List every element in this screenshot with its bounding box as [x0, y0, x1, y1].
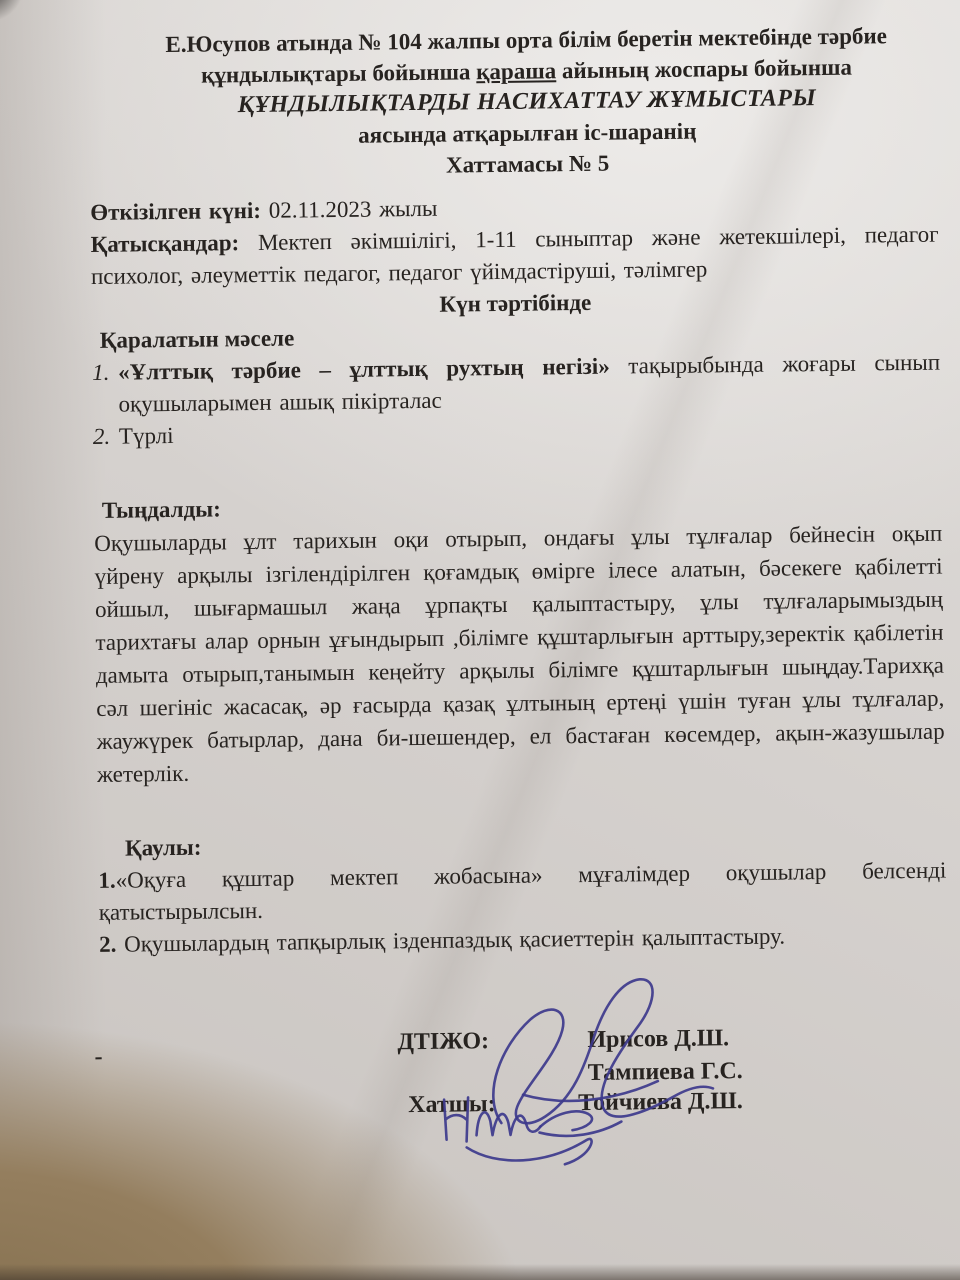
- issues-heading: Қаралатын мәселе: [99, 325, 295, 353]
- issue-item-1: [92, 347, 941, 421]
- listened-paragraph: Оқушыларды ұлт тарихын оқи отырып, ондағы ұлы тұлғалар бейнесін оқып үйрену арқылы ізгілендірілген қоғамдық өмірге ілесе алатын, бәсекеге қабілетті ойшыл, шығармашыл жаңа ұрпақты қалыптастыру, ұлы тұлғаларымыздың тарихтағы алар орнын ұғындырып ,білімге құштарлығын арттыру,зеректік қабілетін дамыта отырып,танымын кеңейту арқылы білімге құштарлығын шыңдау.Тарихқа сәл шегініс жасасақ, әр ғасырда қазақ ұлтының ертеңі үшін туған ұлы тұлғалар, жаужүрек батырлар, дана би-шешендер, ел бастаған көсемдер, ақын-жазушылар жетерлік.: [94, 520, 945, 787]
- issues-list: [92, 347, 941, 453]
- listened-heading: Тыңдалды:: [101, 496, 221, 523]
- decision-text: Оқушылардың тапқырлық ізденпаздық қасиеттерін қалыптастыру.: [116, 923, 786, 957]
- signature-name-irisov: Ирисов Д.Ш.: [587, 1025, 730, 1053]
- title-line-4: аясында атқарылған іс-шаранің: [358, 118, 697, 148]
- title-line-5: Хаттамасы № 5: [445, 150, 610, 178]
- participants-line: [90, 219, 939, 293]
- title-line-1: Е.Юсупов атында № 104 жалпы орта білім беретін мектебінде тәрбие: [165, 23, 888, 58]
- decision-heading: Қаулы:: [124, 834, 202, 861]
- underlined-month: қараша: [476, 58, 557, 85]
- held-date-label: Өткізілген күні:: [90, 197, 262, 225]
- signature-name-toychieva: Тойчиева Д.Ш.: [577, 1088, 743, 1117]
- decision-item-1: [98, 855, 947, 929]
- issue-number: 2.: [92, 423, 111, 449]
- issue-text: Түрлі: [118, 422, 174, 449]
- document-page: [88, 20, 951, 1270]
- held-date-value: 02.11.2023 жылы: [260, 195, 438, 223]
- meta-block: [90, 187, 939, 293]
- issue-topic-bold: «Ұлттық тәрбие – ұлттық рухтың негізі»: [118, 353, 610, 385]
- participants-value: Мектеп әкімшілігі, 1-11 сыныптар және жетекшілері, педагог психолог, әлеуметтік педагог, педагог үйімдастіруші, тәлімгер: [90, 221, 939, 289]
- title-line-3: ҚҰНДЫЛЫҚТАРДЫ НАСИХАТТАУ ЖҰМЫСТАРЫ: [237, 85, 817, 119]
- stray-dash-mark: -: [94, 1043, 103, 1070]
- signature-role-dtizho: ДТІЖО:: [397, 1028, 490, 1056]
- issue-number: 1.: [92, 359, 110, 385]
- decision-number: 1.: [98, 867, 116, 893]
- decision-text: «Оқуға құштар мектеп жобасына» мұғалімдер оқушылар белсенді қатыстырылсын.: [98, 857, 947, 925]
- participants-label: Қатысқандар:: [90, 230, 240, 257]
- signature-role-secretary: Хатшы:: [408, 1091, 496, 1119]
- issue-text: тақырыбында жоғары сынып оқушыларымен ашық пікірталас: [118, 349, 941, 417]
- agenda-heading: Күн тәртібінде: [439, 289, 592, 317]
- document-title: [116, 20, 938, 185]
- signature-name-tampieva: Тампиева Г.С.: [587, 1058, 743, 1086]
- decision-number: 2.: [99, 931, 117, 957]
- title-line-2: құндылықтары бойынша қараша айының жоспары бойынша: [200, 54, 853, 88]
